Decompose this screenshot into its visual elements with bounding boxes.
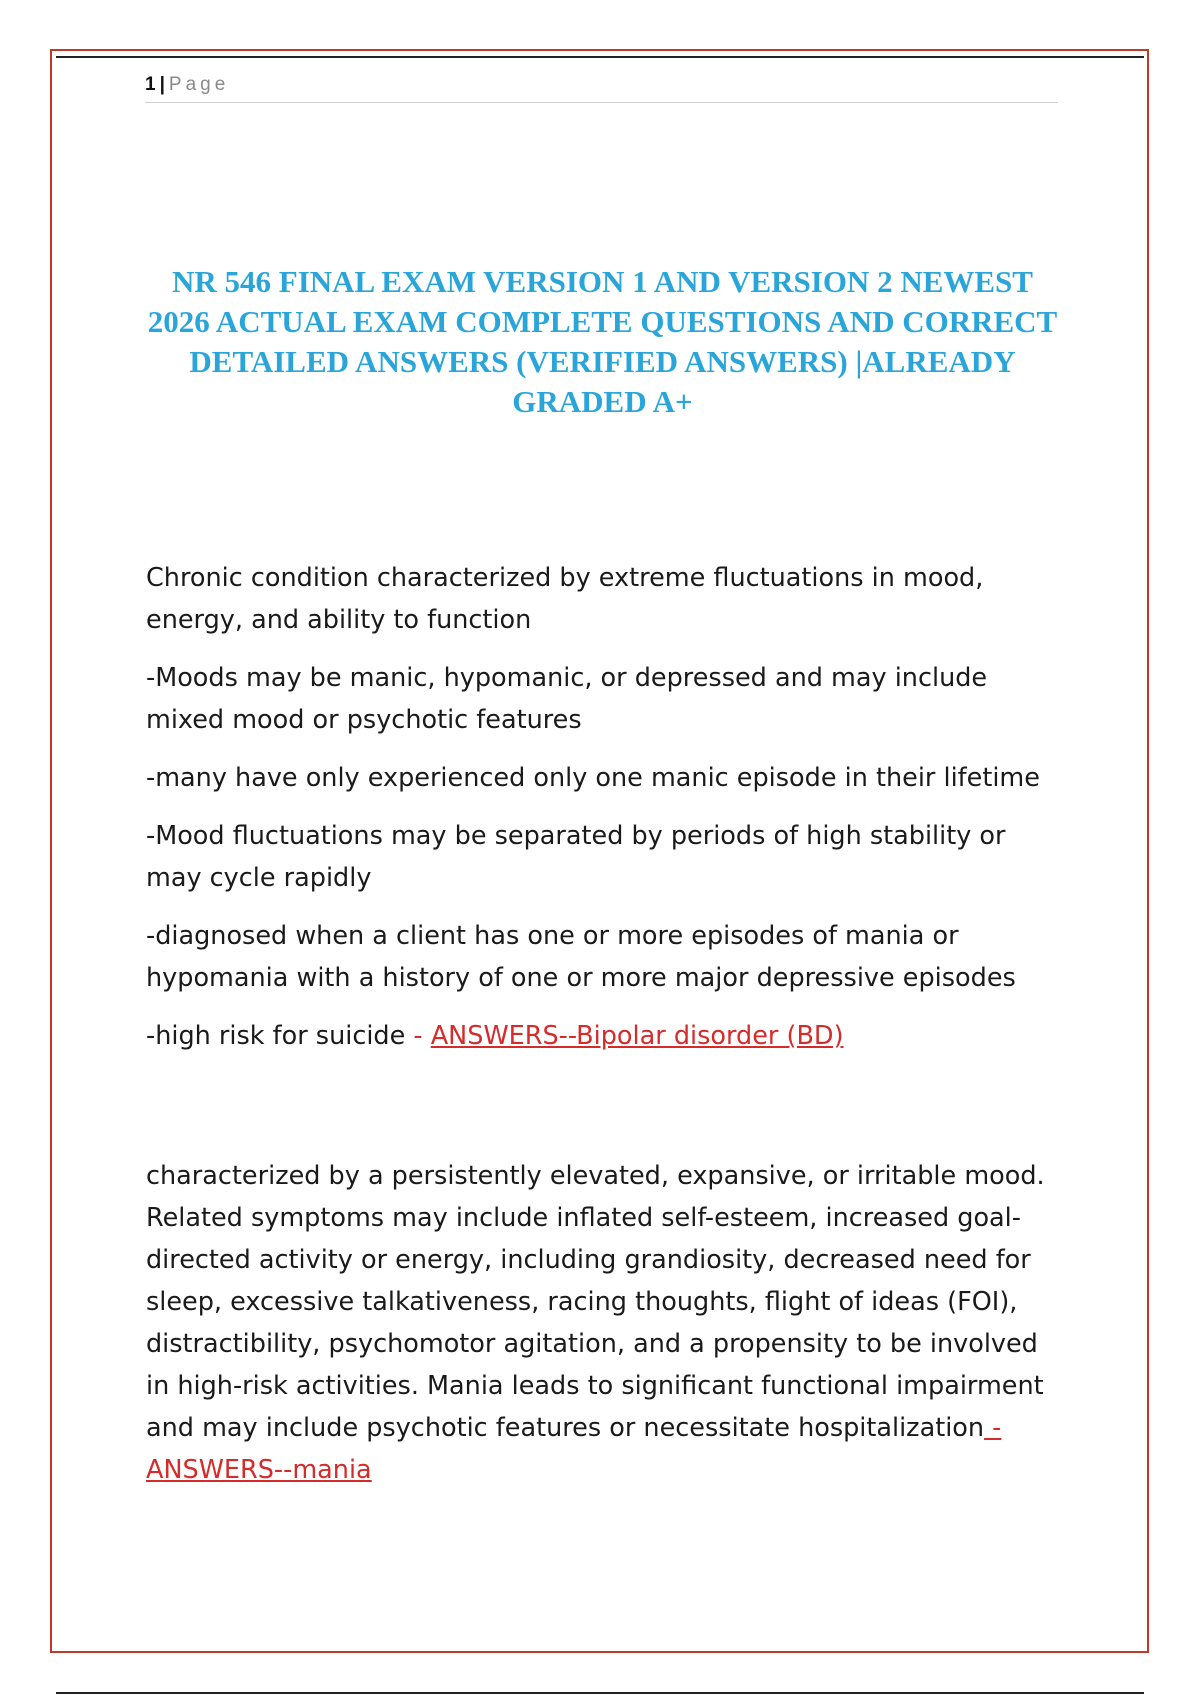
document-body: [146, 557, 1066, 1507]
question-card-2: [146, 1155, 1066, 1491]
question-paragraph: -diagnosed when a client has one or more episodes of mania or hypomania with a history of one or more major depressive episodes: [146, 921, 1016, 993]
question-last-line: [146, 1015, 1066, 1057]
question-paragraph: -Mood fluctuations may be separated by periods of high stability or may cycle rapidly: [146, 821, 1006, 893]
question-text: characterized by a persistently elevated, expansive, or irritable mood. Related symptoms may include inflated self-esteem, increased goal-directed activity or energy, including grandiosity, decreased need for sleep, excessive talkativeness, racing thoughts, flight of ideas (FOI), distractibility, psychomotor agitation, and a propensity to be involved in high-risk activities. Mania leads to significant functional impairment and may include psychotic features or necessitate hospitalization: [146, 1161, 1045, 1443]
top-rule: [56, 56, 1144, 58]
bottom-rule: [56, 1692, 1144, 1694]
question-text: -high risk for suicide: [146, 1021, 406, 1051]
answer-prefix: -: [405, 1021, 431, 1051]
answer-text: - ANSWERS--mania: [146, 1413, 1002, 1485]
page-number: 1: [145, 74, 156, 95]
page-separator: |: [159, 74, 165, 95]
page-header: [145, 72, 1058, 103]
card-spacer: [146, 1073, 1066, 1155]
question-paragraph: Chronic condition characterized by extreme fluctuations in mood, energy, and ability to function: [146, 563, 984, 635]
document-title: NR 546 FINAL EXAM VERSION 1 AND VERSION 2 NEWEST 2026 ACTUAL EXAM COMPLETE QUESTIONS AND CORRECT DETAILED ANSWERS (VERIFIED ANSWERS) |ALREADY GRADED A+: [147, 264, 1058, 419]
answer-text: ANSWERS--Bipolar disorder (BD): [430, 1021, 844, 1051]
question-paragraph: -many have only experienced only one manic episode in their lifetime: [146, 763, 1040, 793]
question-paragraph: [146, 1155, 1066, 1491]
page-label: Page: [168, 74, 230, 95]
question-paragraph: -Moods may be manic, hypomanic, or depressed and may include mixed mood or psychotic features: [146, 663, 988, 735]
question-card-1: [146, 557, 1066, 1057]
